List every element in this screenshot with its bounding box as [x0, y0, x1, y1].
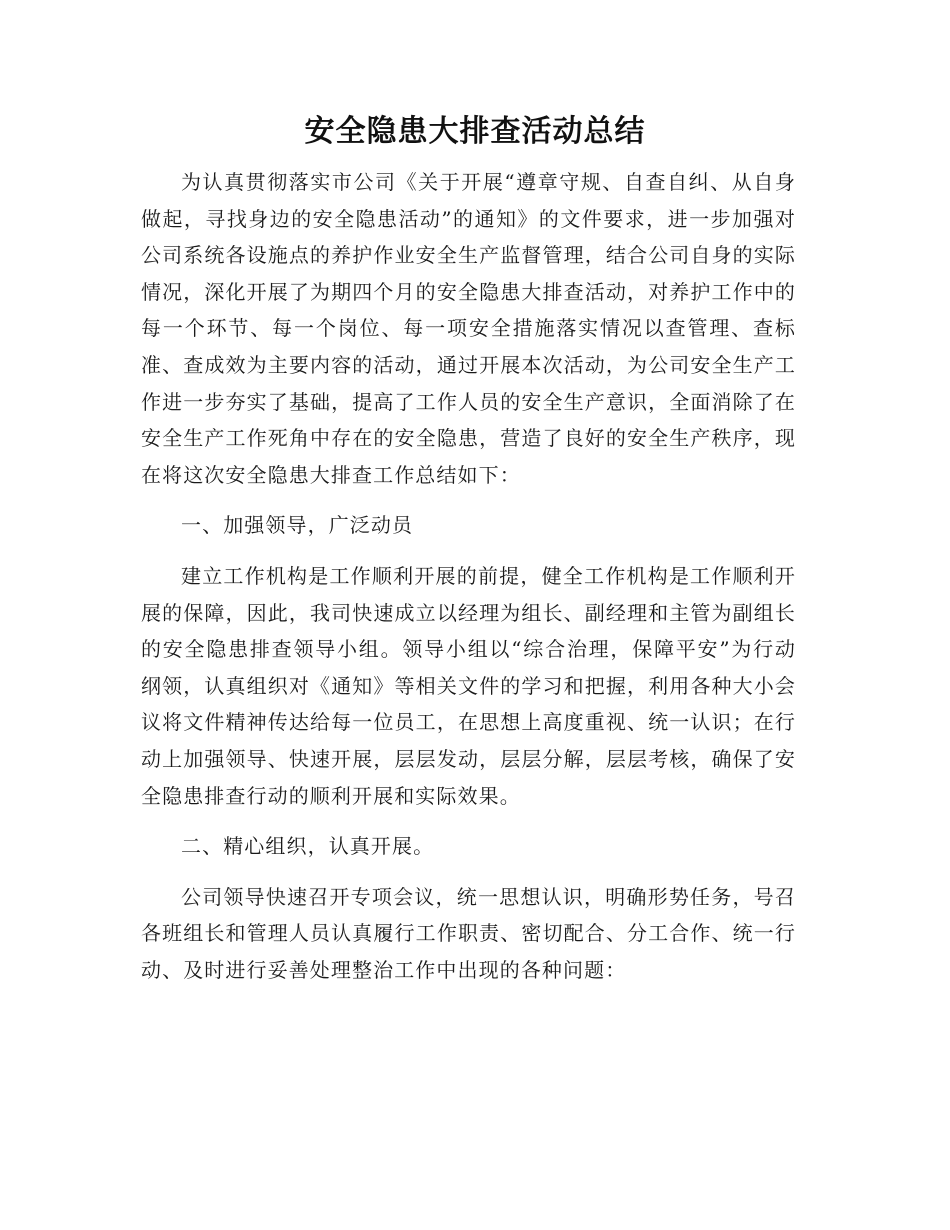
- paragraph-gap: [141, 865, 796, 879]
- paragraph-gap: [141, 493, 796, 507]
- document-body: [141, 164, 796, 988]
- paragraph-gap: [141, 544, 796, 558]
- section-heading-1: 一、加强领导，广泛动员: [181, 513, 414, 538]
- document-title: 安全隐患大排查活动总结: [304, 114, 646, 149]
- section-heading-2: 二、精心组织，认真开展。: [181, 834, 435, 859]
- paragraph-section-2: 公司领导快速召开专项会议，统一思想认识，明确形势任务，号召各班组长和管理人员认真履行工作职责、密切配合、分工合作、统一行动、及时进行妥善处理整治工作中出现的各种问题：: [141, 884, 796, 982]
- paragraph-gap: [141, 814, 796, 828]
- paragraph-intro: 为认真贯彻落实市公司《关于开展“遵章守规、自查自纠、从自身做起，寻找身边的安全隐患活动”的通知》的文件要求，进一步加强对公司系统各设施点的养护作业安全生产监督管理，结合公司自身的实际情况，深化开展了为期四个月的安全隐患大排查活动，对养护工作中的每一个环节、每一个岗位、每一项安全措施落实情况以查管理、查标准、查成效为主要内容的活动，通过开展本次活动，为公司安全生产工作进一步夯实了基础，提高了工作人员的安全生产意识，全面消除了在安全生产工作死角中存在的安全隐患，营造了良好的安全生产秩序，现在将这次安全隐患大排查工作总结如下：: [141, 170, 796, 487]
- paragraph-section-1: 建立工作机构是工作顺利开展的前提，健全工作机构是工作顺利开展的保障，因此，我司快速成立以经理为组长、副经理和主管为副组长的安全隐患排查领导小组。领导小组以“综合治理，保障平安”为行动纲领，认真组织对《通知》等相关文件的学习和把握，利用各种大小会议将文件精神传达给每一位员工，在思想上高度重视、统一认识；在行动上加强领导、快速开展，层层发动，层层分解，层层考核，确保了安全隐患排查行动的顺利开展和实际效果。: [141, 563, 796, 808]
